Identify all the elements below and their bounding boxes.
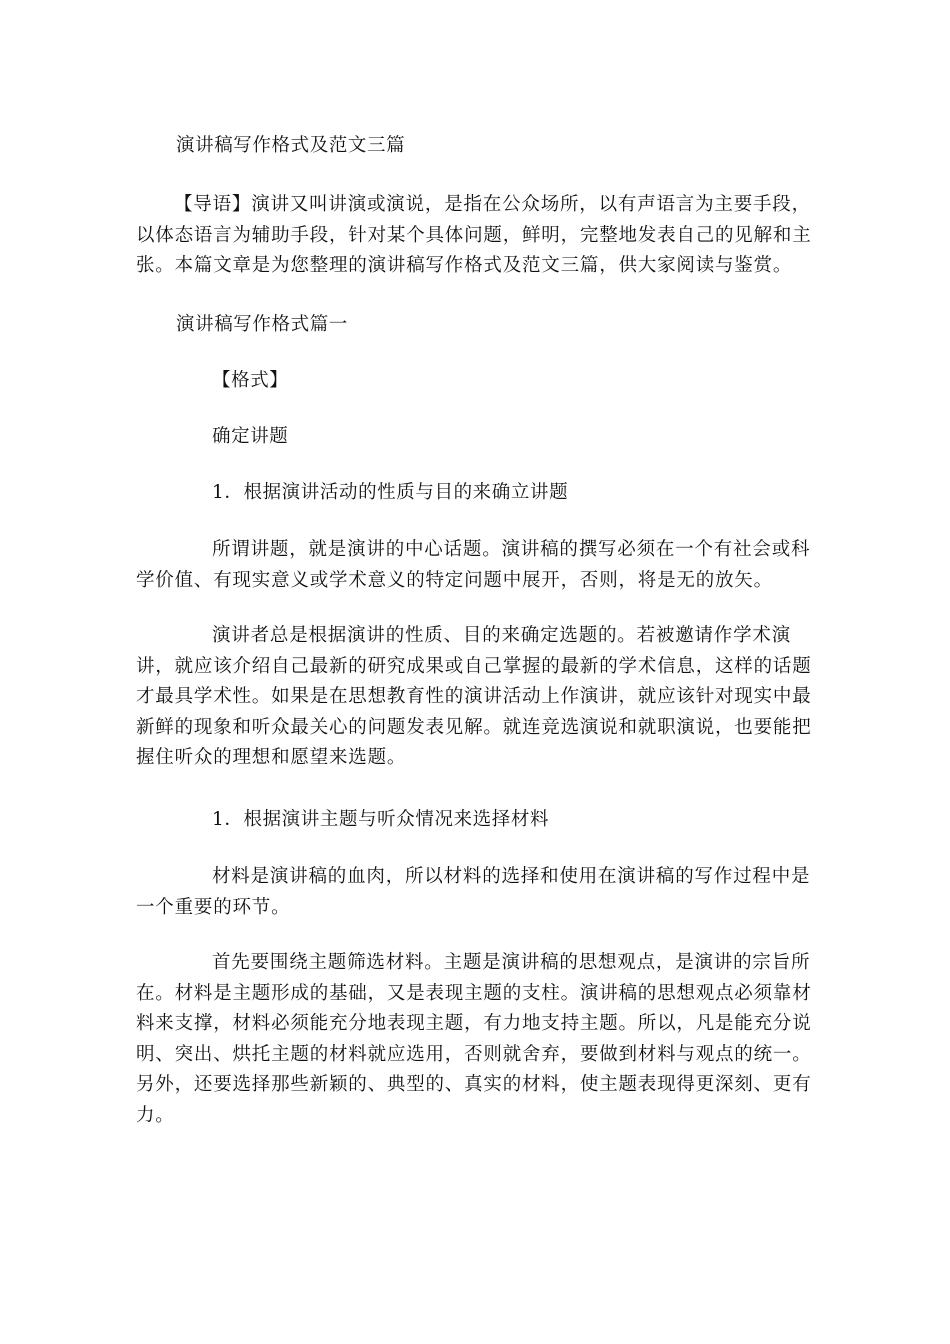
item-heading-1: 1．根据演讲活动的性质与目的来确立讲题 bbox=[212, 482, 569, 503]
item-heading-2: 1．根据演讲主题与听众情况来选择材料 bbox=[212, 809, 550, 830]
body-paragraph-4: 首先要围绕主题筛选材料。主题是演讲稿的思想观点，是演讲的宗旨所在。材料是主题形成的基础，又是表现主题的支柱。演讲稿的思想观点必须靠材料来支撑，材料必须能充分地表现主题，有力地支持主题。所以，凡是能充分说明、突出、烘托主题的材料就应选用，否则就舍弃，要做到材料与观点的统一。另外，还要选择那些新颖的、典型的、真实的材料，使主题表现得更深刻、更有力。 bbox=[136, 952, 812, 1126]
body-paragraph-1: 所谓讲题，就是演讲的中心话题。演讲稿的撰写必须在一个有社会或科学价值、有现实意义或学术意义的特定问题中展开，否则，将是无的放矢。 bbox=[136, 539, 811, 591]
topic-heading: 确定讲题 bbox=[212, 426, 289, 447]
document-title: 演讲稿写作格式及范文三篇 bbox=[176, 135, 406, 156]
section-heading: 演讲稿写作格式篇一 bbox=[176, 314, 348, 335]
format-label: 【格式】 bbox=[212, 370, 289, 391]
body-paragraph-2: 演讲者总是根据演讲的性质、目的来确定选题的。若被邀请作学术演讲，就应该介绍自己最新的研究成果或自己掌握的最新的学术信息，这样的话题才最具学术性。如果是在思想教育性的演讲活动上作演讲，就应该针对现实中最新鲜的现象和听众最关心的问题发表见解。就连竞选演说和就职演说，也要能把握住听众的理想和愿望来选题。 bbox=[136, 625, 812, 768]
intro-paragraph: 【导语】演讲又叫讲演或演说，是指在公众场所，以有声语言为主要手段，以体态语言为辅助手段，针对某个具体问题，鲜明，完整地发表自己的见解和主张。本篇文章是为您整理的演讲稿写作格式及范文三篇，供大家阅读与鉴赏。 bbox=[136, 194, 812, 276]
body-paragraph-3: 材料是演讲稿的血肉，所以材料的选择和使用在演讲稿的写作过程中是一个重要的环节。 bbox=[136, 866, 811, 918]
